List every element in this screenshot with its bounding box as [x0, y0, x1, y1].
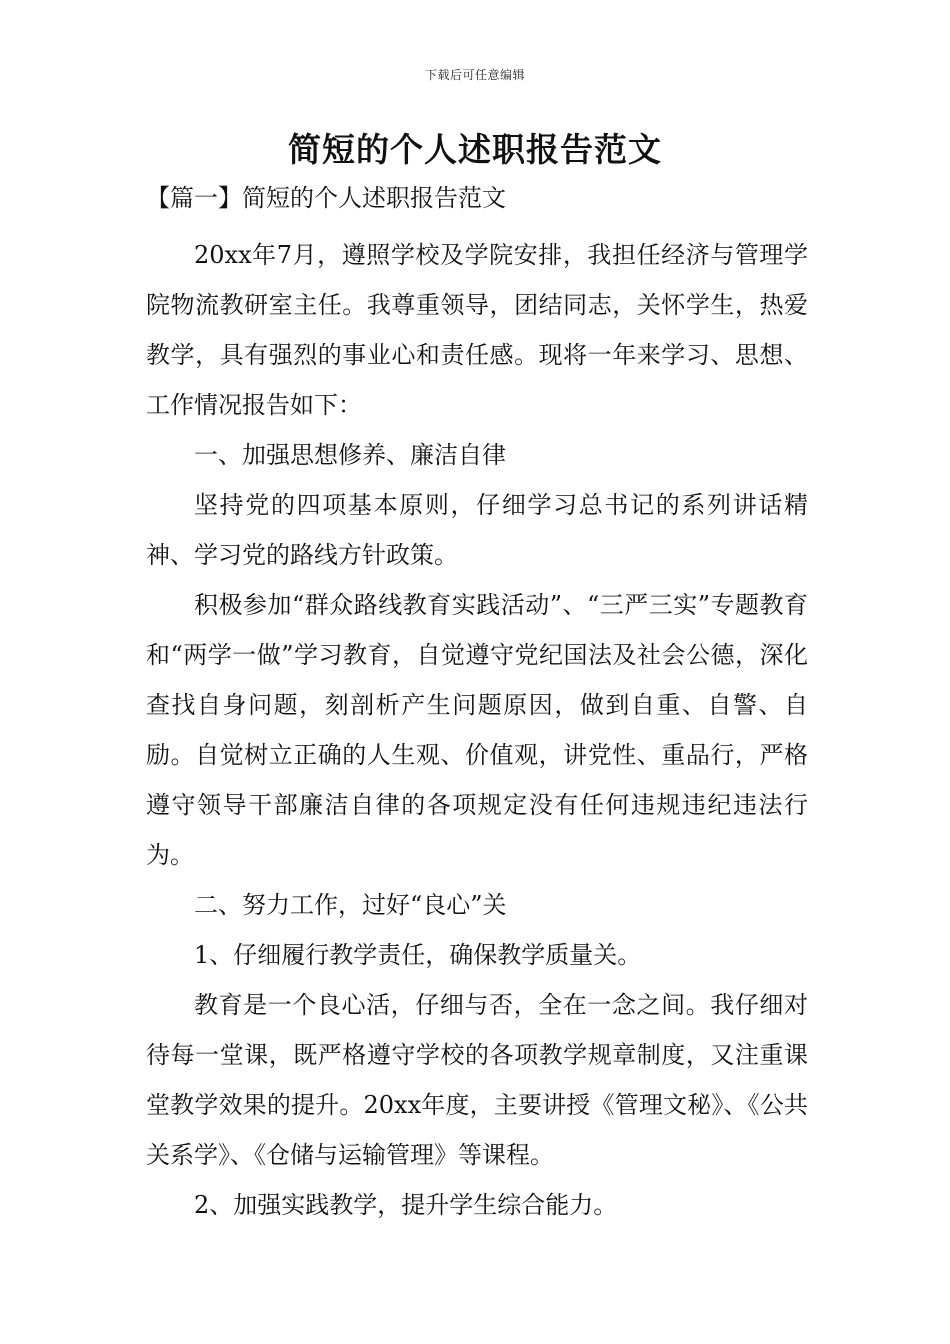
heading-part-two: 二、努力工作，过好“良心”关: [194, 891, 507, 919]
header-note: 下载后可任意编辑: [424, 68, 525, 82]
document-title: 简短的个人述职报告范文: [288, 130, 662, 169]
paragraph-intro: 20xx年7月，遵照学校及学院安排，我担任经济与管理学院物流教研室主任。我尊重领导，团结同志，关怀学生，热爱教学，具有强烈的事业心和责任感。现将一年来学习、思想、工作情况报告如下：: [146, 241, 808, 419]
paragraph-activities: 积极参加“群众路线教育实践活动”、“三严三实”专题教育和“两学一做”学习教育，自觉遵守党纪国法及社会公德，深化查找自身问题，刻剖析产生问题原因，做到自重、自警、自励。自觉树立正确的人生观、价值观，讲党性、重品行，严格遵守领导干部廉洁自律的各项规定没有任何违规违纪违法行为。: [146, 591, 808, 869]
document-body: [146, 178, 808, 1230]
section-heading: 【篇一】简短的个人述职报告范文: [146, 184, 506, 212]
paragraph-teaching: 教育是一个良心活，仔细与否，全在一念之间。我仔细对待每一堂课，既严格遵守学校的各项教学规章制度，又注重课堂教学效果的提升。20xx年度，主要讲授《管理文秘》、《公共关系学》、《仓储与运输管理》等课程。: [146, 991, 808, 1169]
paragraph-principles: 坚持党的四项基本原则，仔细学习总书记的系列讲话精神、学习党的路线方针政策。: [146, 491, 808, 569]
heading-part-one: 一、加强思想修养、廉洁自律: [194, 441, 506, 469]
subheading-teaching-duty: 1、仔细履行教学责任，确保教学质量关。: [194, 941, 642, 969]
subheading-practice-teaching: 2、加强实践教学，提升学生综合能力。: [194, 1191, 618, 1219]
